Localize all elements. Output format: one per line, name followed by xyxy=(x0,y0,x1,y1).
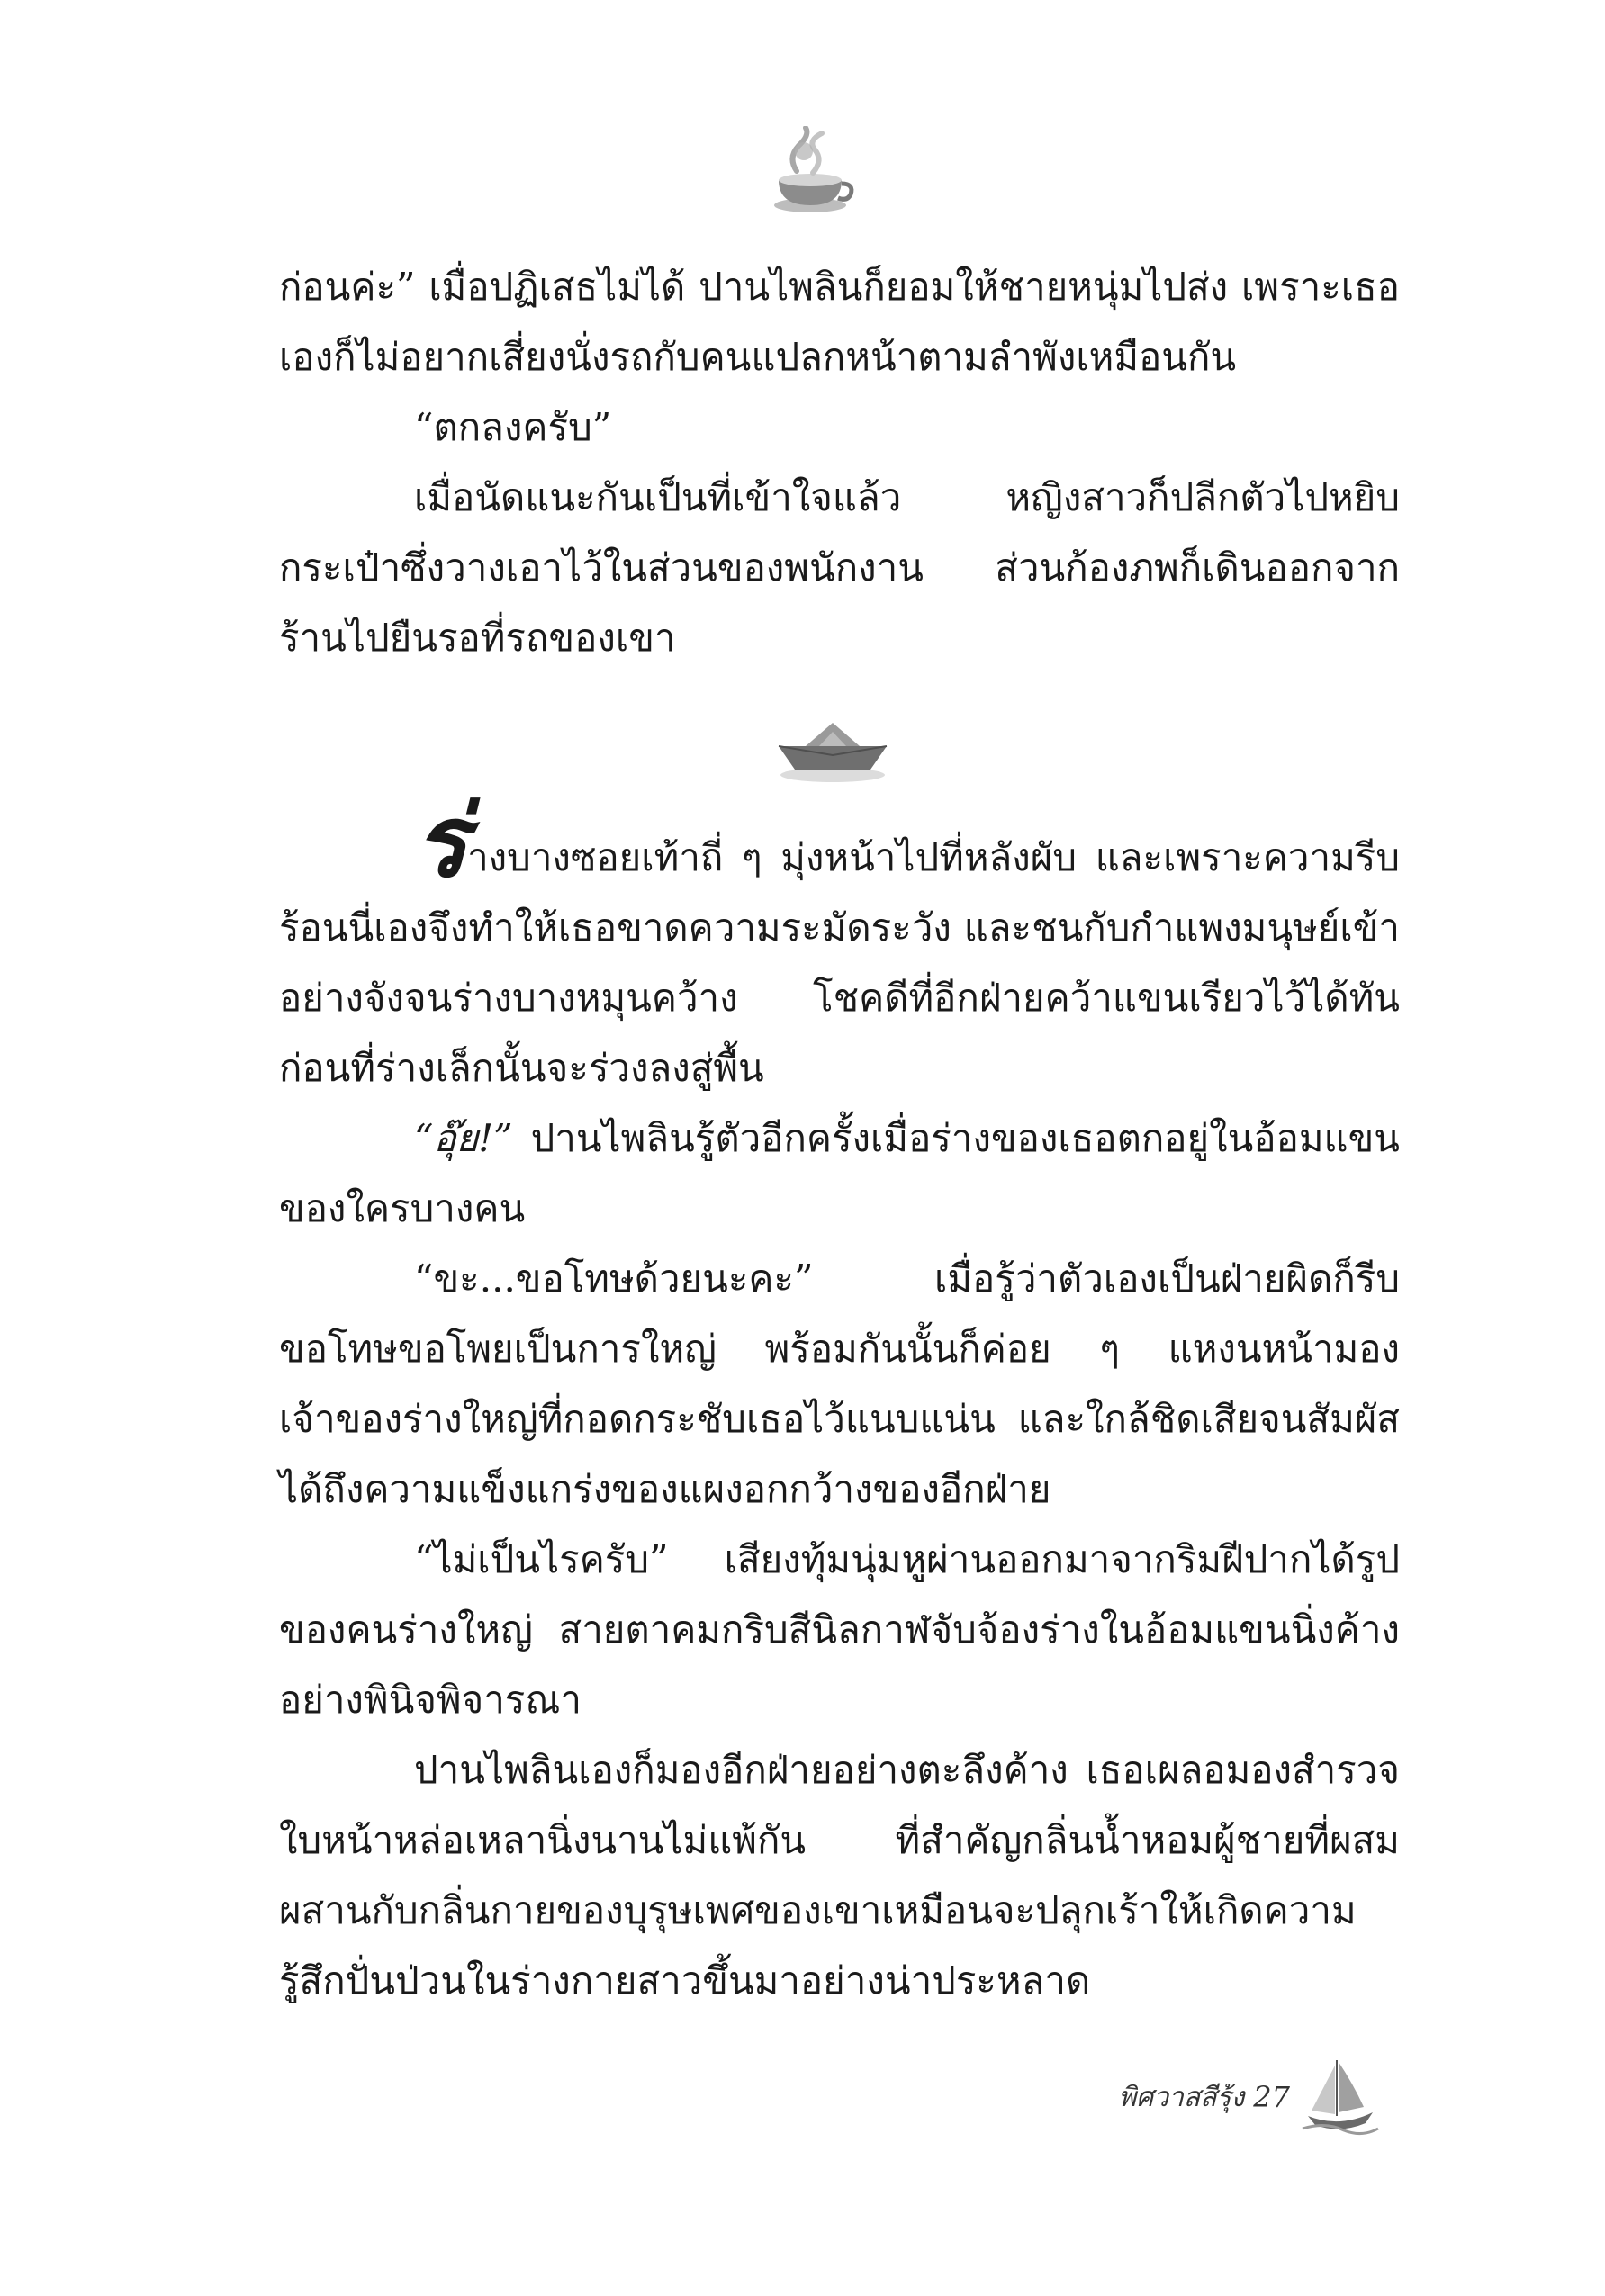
teacup-ornament-icon xyxy=(761,126,860,225)
paragraph-text: ปานไพลินรู้ตัวอีกครั้งเมื่อร่างของเธอตกอยู่ในอ้อมแขนของใครบางคน xyxy=(279,1116,1400,1230)
opening-text: างบางซอยเท้าถี่ ๆ มุ่งหน้าไปที่หลังผับ และเพราะความรีบร้อนนี่เองจึงทำให้เธอขาดความระมัดระวัง และชนกับกำแพงมนุษย์เข้าอย่างจังจนร่างบางหมุนคว้าง โชคดีที่อีกฝ่ายคว้าแขนเรียวไว้ได้ทันก่อนที่ร่างเล็กนั้นจะร่วงลงสู่พื้น xyxy=(279,835,1400,1090)
sailing-ship-icon xyxy=(1299,2057,1380,2138)
section-1 xyxy=(279,252,1400,673)
book-title: พิศวาสสีรุ้ง xyxy=(1118,2081,1245,2113)
paper-boat-icon xyxy=(770,716,896,788)
page-footer xyxy=(1118,2057,1380,2138)
paragraph: “ขะ...ขอโทษด้วยนะคะ” เมื่อรู้ว่าตัวเองเป็นฝ่ายผิดก็รีบขอโทษขอโพยเป็นการใหญ่ พร้อมกันนั้นก็ค่อย ๆ แหงนหน้ามองเจ้าของร่างใหญ่ที่กอดกระชับเธอไว้แนบแน่น และใกล้ชิดเสียจนสัมผัสได้ถึงความแข็งแกร่งของแผงอกกว้างของอีกฝ่าย xyxy=(279,1256,1400,1511)
paragraph: ปานไพลินเองก็มองอีกฝ่ายอย่างตะลึงค้าง เธอเผลอมองสำรวจใบหน้าหล่อเหลานิ่งนานไม่แพ้กัน ที่สำคัญกลิ่นน้ำหอมผู้ชายที่ผสมผสานกับกลิ่นกายของบุรุษเพศของเขาเหมือนจะปลุกเร้าให้เกิดความรู้สึกปั่นป่วนในร่างกายสาวขึ้นมาอย่างน่าประหลาด xyxy=(279,1748,1400,2003)
paragraph: “ตกลงครับ” xyxy=(414,405,612,449)
drop-cap: ร่ xyxy=(414,783,468,899)
section-2 xyxy=(279,783,1400,2016)
opening-paragraph xyxy=(279,783,1400,1103)
exclamation: “อุ๊ย!” xyxy=(414,1116,513,1160)
paragraph: “ไม่เป็นไรครับ” เสียงทุ้มนุ่มหูผ่านออกมาจากริมฝีปากได้รูปของคนร่างใหญ่ สายตาคมกริบสีนิลกาฬจับจ้องร่างในอ้อมแขนนิ่งค้างอย่างพินิจพิจารณา xyxy=(279,1537,1400,1722)
paragraph xyxy=(279,1103,1400,1244)
paragraph: ก่อนค่ะ” เมื่อปฏิเสธไม่ได้ ปานไพลินก็ยอมให้ชายหนุ่มไปส่ง เพราะเธอเองก็ไม่อยากเสี่ยงนั่งรถกับคนแปลกหน้าตามลำพังเหมือนกัน xyxy=(279,265,1400,379)
paragraph: เมื่อนัดแนะกันเป็นที่เข้าใจแล้ว หญิงสาวก็ปลีกตัวไปหยิบกระเป๋าซึ่งวางเอาไว้ในส่วนของพนักงาน ส่วนก้องภพก็เดินออกจากร้านไปยืนรอที่รถของเขา xyxy=(279,475,1400,660)
page-number: 27 xyxy=(1253,2080,1290,2114)
